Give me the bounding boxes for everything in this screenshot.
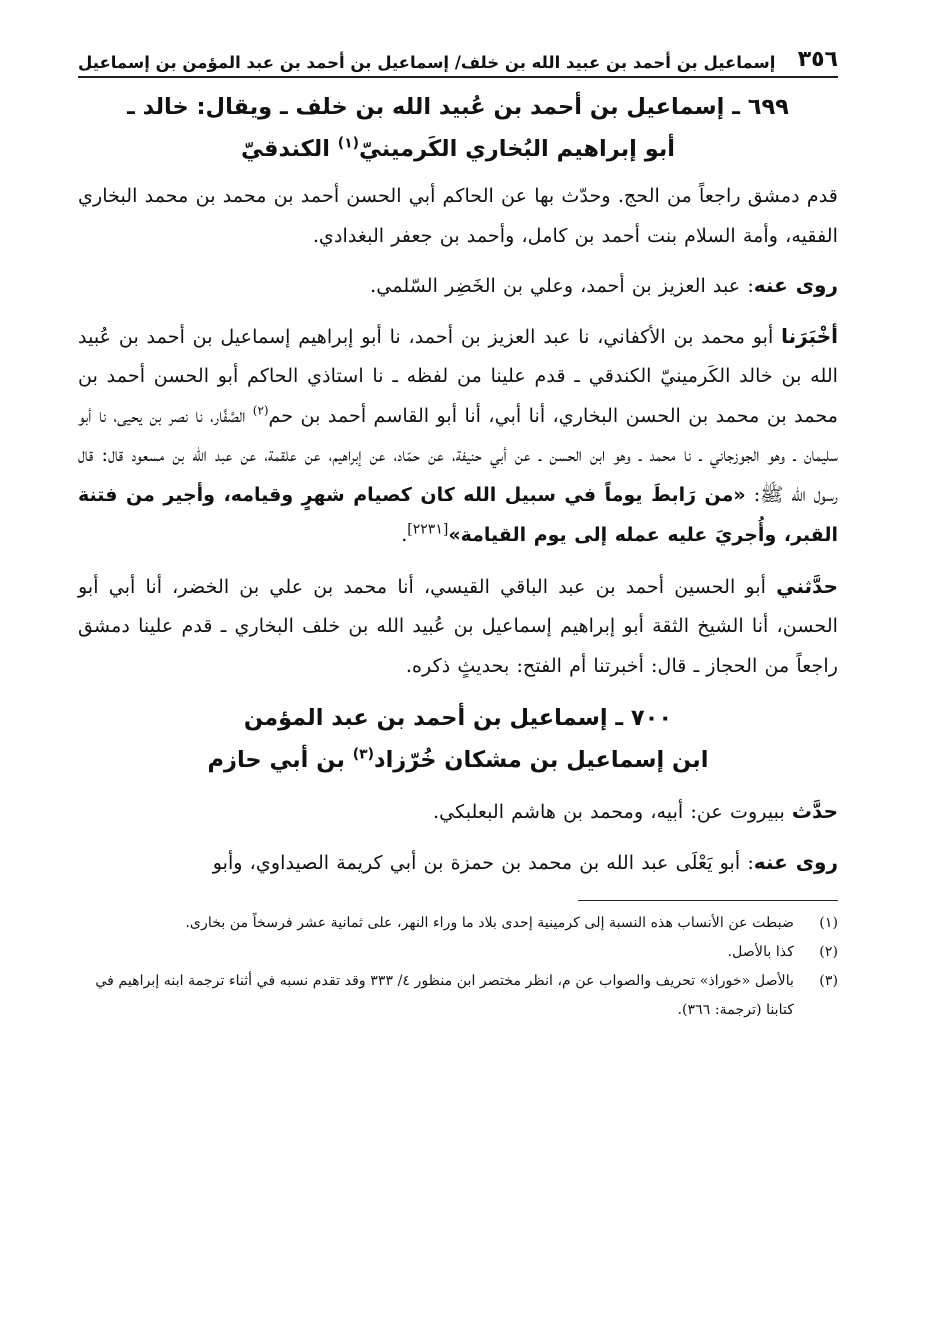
entry-699-heading-line2-text: أبو إبراهيم البُخاري الكَرمينيّ (359, 136, 675, 162)
footnote-ref-3[interactable]: (٣) (352, 746, 375, 763)
footnote-ref-1[interactable]: (١) (337, 135, 360, 152)
haddatha-text: ببيروت عن: أبيه، ومحمد بن هاشم البعلبكي. (433, 800, 792, 823)
footnote-text: بالأصل «خوراذ» تحريف والصواب عن م، انظر مختصر ابن منظور ٤/ ٣٣٣ وقد تقدم نسبه في أثناء ترجمة ابنه إبراهيم في كتابنا (ترجمة: ٣٦٦). (95, 973, 794, 1018)
haddathani-text: أبو الحسين أحمد بن عبد الباقي القيسي، أنا محمد بن علي بن الخضر، أنا أبي أبو الحسن، أنا الشيخ الثقة أبو إبراهيم إسماعيل بن عُبيد الله بن خلف البخاري ـ قدم علينا دمشق راجعاً من الحجاز ـ قال: أخبرتنا أم الفتح: بحديثٍ ذكره. (78, 574, 838, 677)
entry-699-paragraph-3 (78, 317, 838, 556)
footnote-number: (٣) (819, 973, 838, 989)
hadith-number: [٢٢٣١] (407, 521, 449, 538)
entry-699-heading-line2-tail: الكندقيّ (241, 136, 338, 162)
book-page (78, 26, 838, 1316)
haddatha-label: حدَّث (791, 799, 838, 823)
entry-700-heading (78, 697, 838, 781)
entry-699-paragraph-2 (78, 266, 838, 306)
running-header (78, 26, 838, 78)
entry-699-heading-line2 (78, 128, 838, 170)
haddathani-label: حدَّثني (776, 573, 838, 598)
footnote-text: ضبطت عن الأنساب هذه النسبة إلى كرمينية إحدى بلاد ما وراء النهر، على ثمانية عشر فرسخاً من بخارى. (185, 915, 794, 931)
footnote-divider (578, 900, 838, 901)
entry-700-paragraph-1 (78, 792, 838, 832)
footnote-item (78, 909, 838, 938)
isnad-text-a: أبو محمد بن الأكفاني، نا عبد العزيز بن أحمد، نا أبو إبراهيم إسماعيل بن أحمد بن عُبيد الله بن خالد الكَرمينيّ الكندقي ـ قدم علينا من لفظه ـ نا استاذي الحاكم أبو الحسن أحمد بن محمد بن محمد بن الحسن البخاري، أنا أبي، أنا أبو القاسم أحمد بن حم (78, 324, 838, 427)
entry-700-paragraph-2 (78, 843, 838, 883)
footnote-number: (٢) (819, 944, 838, 960)
footnote-ref-2[interactable]: (٢) (252, 403, 269, 418)
footnote-item (78, 938, 838, 967)
entry-700-heading-line1: ٧٠٠ ـ إسماعيل بن أحمد بن عبد المؤمن (243, 705, 673, 731)
isnad-text-b: الصَّفَّار، نا نصر بن يحيى، نا أبو سليمان ـ وهو الجوزجاني ـ نا محمد ـ وهو ابن الحسن ـ عن أبي حنيفة، عن حمّاد، عن إبراهيم، عن علقمة، عن عبد الله بن مسعود قال: قال رسول الله ﷺ: (78, 403, 838, 506)
entry-700-heading-line2 (78, 739, 838, 781)
footnote-text: كذا بالأصل. (727, 944, 794, 960)
entry-699-heading-line1: ٦٩٩ ـ إسماعيل بن أحمد بن عُبيد الله بن خلف ـ ويقال: خالد ـ (127, 94, 789, 120)
running-title: إسماعيل بن أحمد بن عبيد الله بن خلف/ إسماعيل بن أحمد بن عبد المؤمن بن إسماعيل (78, 53, 776, 72)
page-number: ٣٥٦ (797, 47, 838, 72)
hadith-text: «من رَابطَ يوماً في سبيل الله كان كصيام شهرٍ وقيامه، وأجير من فتنة القبر، وأُجريَ عليه عمله إلى يوم القيامة» (78, 483, 838, 546)
narrators-from-text: : عبد العزيز بن أحمد، وعلي بن الخَضِر السّلمي. (370, 274, 754, 297)
narrators-from-label-700: روى عنه (753, 849, 838, 874)
footnote-number: (١) (819, 915, 838, 931)
entry-700-heading-line2-text: ابن إسماعيل بن مشكان خُرّزاد (374, 747, 709, 773)
footnote-item (78, 967, 838, 1025)
entry-699-paragraph-4 (78, 567, 838, 686)
akhbarana-label: أخْبَرَنا (781, 323, 838, 348)
footnotes-list (78, 909, 838, 1025)
narrators-from-text-700: : أبو يَعْلَى عبد الله بن محمد بن حمزة بن أبي كريمة الصيداوي، وأبو (212, 850, 754, 874)
entry-700-heading-line2-tail: بن أبي حازم (207, 747, 353, 773)
narrators-from-label: روى عنه (753, 273, 838, 297)
entry-699-paragraph-1: قدم دمشق راجعاً من الحج. وحدّث بها عن الحاكم أبي الحسن أحمد بن محمد بن محمد البخاري الفقيه، وأمة السلام بنت أحمد بن كامل، وأحمد بن جعفر البغدادي. (78, 184, 838, 247)
hadith-end: . (401, 523, 408, 546)
entry-699-heading (78, 86, 838, 170)
